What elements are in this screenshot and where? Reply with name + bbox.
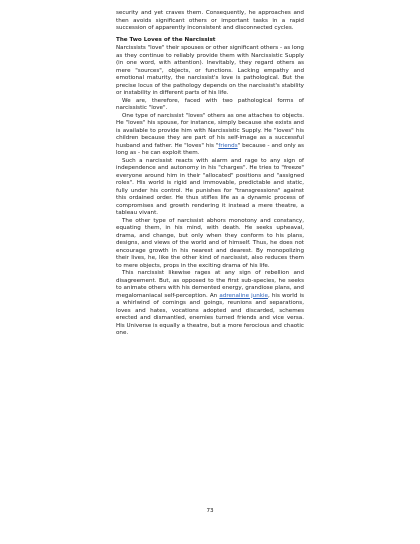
paragraph-4: Such a narcissist reacts with alarm and rage to any sign of independence and autonomy in his "charges". He tries to "freeze" everyone around him in their "allocated" positions and "assigned roles". His world is rigid and immovable, predictable and static, fully under his control. He punishes for "transgressions" against this ordained order. He thus stifles life as a dynamic process of compromises and growth rendering it instead a mere theatre, a tableau vivant.: [116, 157, 304, 216]
paragraph-3-text-a: One type of narcissist "loves" others as one attaches to objects. He "loves" his spouse, for instance, simply because she exists and is available to provide him with Narcissistic Supply. He "loves" his children because they are part of his self-image as a successful husband and father. He "loves" his ": [116, 112, 304, 149]
page-number: 73: [206, 508, 214, 514]
paragraph-2: We are, therefore, faced with two pathological forms of narcissistic "love".: [116, 97, 304, 111]
adrenaline-junkie-link[interactable]: adrenaline junkie: [219, 292, 268, 299]
document-page: [116, 10, 304, 338]
intro-paragraph: security and yet craves them. Consequently, he approaches and then avoids significant others or important tasks in a rapid succession of apparently inconsistent and disconnected cycles.: [116, 10, 304, 31]
paragraph-6-text-a: This narcissist likewise rages at any sign of rebellion and disagreement. But, as opposed to the first sub-species, he seeks to animate others with his demented energy, grandiose plans, and megalomaniacal self-perception. An: [116, 270, 304, 299]
paragraph-3: [116, 113, 304, 158]
paragraph-1: Narcissists "love" their spouses or other significant others - as long as they continue to reliably provide them with Narcissistic Supply (in one word, with attention). Inevitably, they regard others as mere "sources", objects, or functions. Lacking empathy and emotional maturity, the narcissist's love is pathological. But the precise locus of the pathology depends on the narcissist's stability or instability in different parts of his life.: [116, 45, 304, 96]
paragraph-6-text-b: , his world is a whirlwind of comings and goings, reunions and separations, loves and hates, vocations adopted and discarded, schemes erected and dismantled, enemies turned friends and vice versa. His Universe is equally a theatre, but a more ferocious and chaotic one.: [116, 292, 304, 336]
section-heading: The Two Loves of the Narcissist: [116, 36, 216, 43]
paragraph-5: The other type of narcissist abhors monotony and constancy, equating them, in his mind, with death. He seeks upheaval, drama, and change, but only when they conform to his plans, designs, and views of the world and of himself. Thus, he does not encourage growth in his nearest and dearest. By monopolizing their lives, he, like the other kind of narcissist, also reduces them to mere objects, props in the exciting drama of his life.: [116, 217, 304, 269]
paragraph-6: [116, 270, 304, 338]
friends-link[interactable]: friends: [218, 142, 238, 149]
paragraph-3-text-b: " because - and only as long as - he can exploit them.: [116, 142, 305, 156]
